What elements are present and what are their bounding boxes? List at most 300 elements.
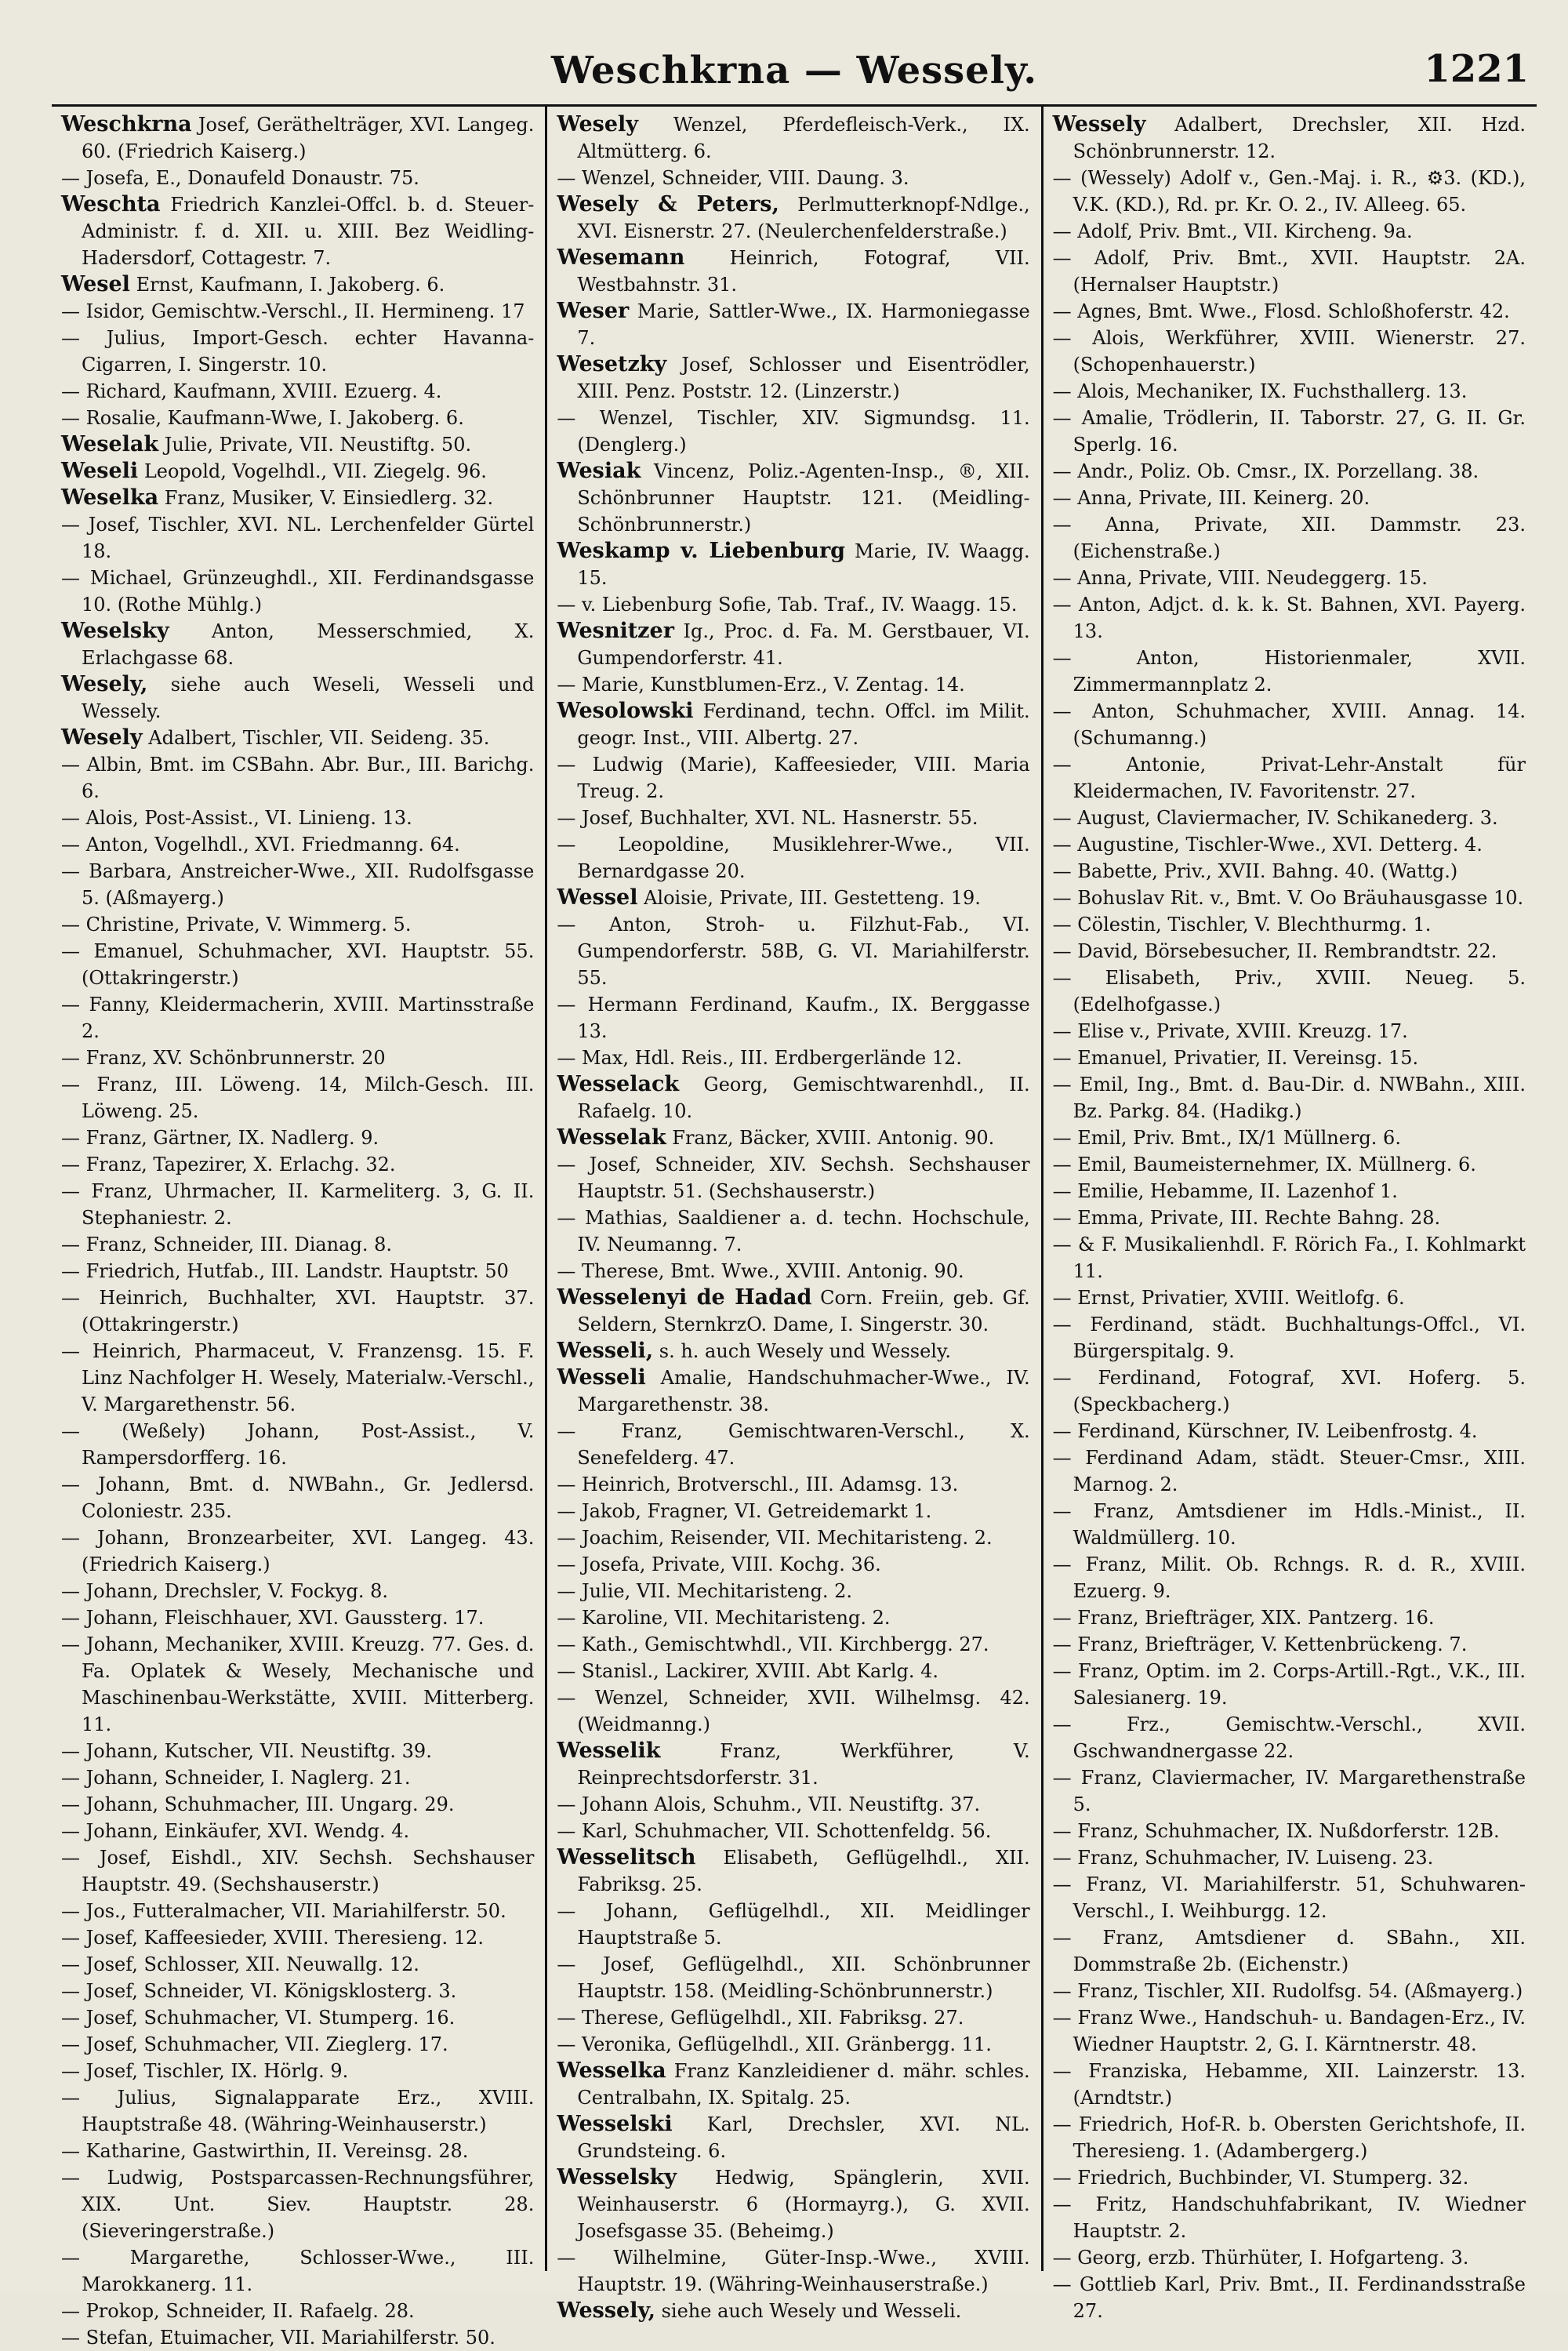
directory-entry [557,1151,1029,1205]
entry-text: — Agnes, Bmt. Wwe., Flosd. Schloßhoferstr. 42. [1052,300,1510,322]
directory-entry [61,271,534,298]
entry-text: Corn. Freiin, geb. Gf. Seldern, SternkrzO. Dame, I. Singerstr. 30. [577,1287,1030,1335]
entry-text: — Alois, Post-Assist., VI. Linieng. 13. [61,807,412,829]
page-number: 1221 [1424,47,1529,91]
directory-entry [1053,1045,1526,1071]
entry-text: Leopold, Vogelhdl., VII. Ziegelg. 96. [138,460,487,482]
directory-entry [557,991,1029,1045]
directory-entry [557,1258,1029,1285]
entry-text: — Johann, Schuhmacher, III. Ungarg. 29. [61,1793,455,1815]
entry-surname: Weselsky [61,619,169,643]
directory-entry [61,1898,534,1924]
directory-entry [1053,805,1526,831]
entry-text: — Josef, Buchhalter, XVI. NL. Hasnerstr. 55. [557,807,978,829]
entry-text: — Wenzel, Schneider, VIII. Daung. 3. [557,167,909,189]
entry-text: Ernst, Kaufmann, I. Jakoberg. 6. [129,274,445,296]
entry-text: — Friedrich, Buchbinder, VI. Stumperg. 32. [1052,2167,1469,2189]
directory-entry [557,1951,1029,2004]
directory-entry [557,1604,1029,1631]
directory-entry [557,805,1029,831]
entry-text: — Ferdinand, Kürschner, IV. Leibenfrostg. 4. [1052,1420,1478,1442]
entry-text: — Johann, Schneider, I. Naglerg. 21. [61,1767,411,1789]
directory-entry [61,165,534,191]
entry-text: Wenzel, Pferdefleisch-Verk., IX. Altmütterg. 6. [577,114,1030,162]
directory-entry [61,1791,534,1818]
directory-entry [1053,2164,1526,2191]
directory-entry [557,591,1029,618]
entry-surname: Wesseli [557,1365,646,1390]
entry-text: Anton, Messerschmied, X. Erlachgasse 68. [82,620,535,669]
entry-text: — v. Liebenburg Sofie, Tab. Traf., IV. Waagg. 15. [557,594,1018,616]
directory-entry [61,618,534,671]
directory-entry [1053,1125,1526,1151]
entry-text: — Babette, Priv., XVII. Bahng. 40. (Wattg.) [1052,860,1458,882]
directory-entry [61,751,534,805]
directory-entry [557,671,1029,698]
directory-entry [557,1578,1029,1604]
directory-entry [557,885,1029,911]
directory-entry [61,2058,534,2084]
entry-text: Vincenz, Poliz.-Agenten-Insp., ®, XII. Schönbrunner Hauptstr. 121. (Meidling-Schönbrunnerstr.) [577,460,1030,536]
entry-text: — Therese, Bmt. Wwe., XVIII. Antonig. 90. [557,1260,964,1282]
entry-text: — Elise v., Private, XVIII. Kreuzg. 17. [1052,1020,1408,1042]
directory-entry [1053,1231,1526,1285]
directory-entry [557,1125,1029,1151]
entry-text: — Johann, Bronzearbeiter, XVI. Langeg. 43. (Friedrich Kaiserg.) [61,1527,535,1575]
entry-text: — Franz, Optim. im 2. Corps-Artill.-Rgt., V.K., III. Salesianerg. 19. [1052,1660,1526,1709]
entry-surname: Wesiak [557,459,641,483]
entry-text: — Alois, Werkführer, XVIII. Wienerstr. 27. (Schopenhauerstr.) [1052,327,1526,376]
entry-text: — Friedrich, Hutfab., III. Landstr. Hauptstr. 50 [61,1260,509,1282]
entry-text: — Johann, Drechsler, V. Fockyg. 8. [61,1580,388,1602]
entry-text: — Heinrich, Brotverschl., III. Adamsg. 13. [557,1473,959,1495]
entry-text: — Franz, Amtsdiener d. SBahn., XII. Dommstraße 2b. (Eichenstr.) [1052,1927,1526,1975]
directory-entry [1053,1764,1526,1818]
entry-text: — Josefa, E., Donaufeld Donaustr. 75. [61,167,419,189]
directory-entry [61,1285,534,1338]
directory-entry [1053,751,1526,805]
entry-surname: Wesemann [557,245,685,270]
directory-entry [1053,938,1526,965]
directory-entry [557,698,1029,751]
entry-text: — Heinrich, Pharmaceut, V. Franzensg. 15. F. Linz Nachfolger H. Wesely, Materialw.-Verschl., V. Margarethenstr. 56. [61,1340,535,1415]
entry-surname: Wesselak [557,1125,666,1150]
entry-text: — Adolf, Priv. Bmt., VII. Kircheng. 9a. [1052,220,1413,242]
entry-text: — Josef, Tischler, XVI. NL. Lerchenfelder Gürtel 18. [61,514,535,562]
directory-entry [557,1524,1029,1551]
directory-entry [61,298,534,325]
entry-surname: Wesetzky [557,352,667,376]
entry-text: — Johann Alois, Schuhm., VII. Neustiftg. 37. [557,1793,981,1815]
entry-text: — Anna, Private, III. Keinerg. 20. [1052,487,1370,509]
directory-entry [61,378,534,405]
entry-text: — Michael, Grünzeughdl., XII. Ferdinandsgasse 10. (Rothe Mühlg.) [61,567,535,616]
entry-text: Elisabeth, Geflügelhdl., XII. Fabriksg. 25. [577,1847,1030,1895]
directory-entry [1053,1018,1526,1045]
entry-text: — Anton, Historienmaler, XVII. Zimmermannplatz 2. [1052,647,1526,696]
directory-entry [61,805,534,831]
entry-text: — Franz Wwe., Handschuh- u. Bandagen-Erz., IV. Wiedner Hauptstr. 2, G. I. Kärntnerstr. 48. [1052,2007,1526,2055]
entry-text: — Emil, Baumeisternehmer, IX. Müllnerg. 6. [1052,1154,1476,1176]
entry-text: — Emma, Private, III. Rechte Bahng. 28. [1052,1207,1441,1229]
directory-entry [1053,2111,1526,2164]
entry-text: — Andr., Poliz. Ob. Cmsr., IX. Porzellang. 38. [1052,460,1479,482]
directory-entry [1053,2004,1526,2058]
directory-entry [61,1045,534,1071]
entry-text: Ferdinand, techn. Offcl. im Milit. geogr. Inst., VIII. Albertg. 27. [577,700,1030,749]
directory-entry [557,1285,1029,1338]
entry-text: — Wilhelmine, Güter-Insp.-Wwe., XVIII. Hauptstr. 19. (Währing-Weinhauserstraße.) [557,2247,1030,2295]
entry-surname: Wesselitsch [557,1845,696,1870]
directory-entry [1053,298,1526,325]
directory-entry [557,1364,1029,1418]
entry-text: — Fritz, Handschuhfabrikant, IV. Wiedner Hauptstr. 2. [1052,2193,1526,2242]
directory-entry [1053,1871,1526,1924]
directory-entry [61,858,534,911]
entry-surname: Wesolowski [557,699,694,723]
entry-text: — Josefa, Private, VIII. Kochg. 36. [557,1553,881,1575]
entry-text: — Anton, Stroh- u. Filzhut-Fab., VI. Gumpendorferstr. 58B, G. VI. Mariahilferstr. 55. [557,914,1030,989]
entry-text: — Wenzel, Tischler, XIV. Sigmundsg. 11. (Denglerg.) [557,407,1030,456]
entry-text: — Josef, Schneider, XIV. Sechsh. Sechshauser Hauptstr. 51. (Sechshauserstr.) [557,1154,1030,1202]
entry-text: Adalbert, Drechsler, XII. Hzd. Schönbrunnerstr. 12. [1073,114,1526,162]
directory-entry [557,2031,1029,2058]
directory-entry [61,671,534,725]
entry-text: Franz, Musiker, V. Einsiedlerg. 32. [158,487,494,509]
entry-text: Karl, Drechsler, XVI. NL. Grundsteing. 6. [577,2113,1030,2162]
directory-entry [61,458,534,485]
entry-text: — Stefan, Etuimacher, VII. Mariahilferstr. 50. [61,2327,495,2349]
entry-surname: Wesely, [61,672,148,696]
entry-text: — Julius, Signalapparate Erz., XVIII. Hauptstraße 48. (Währing-Weinhauserstr.) [61,2087,535,2135]
entry-surname: Wesely [557,112,638,136]
entry-text: — Christine, Private, V. Wimmerg. 5. [61,914,412,936]
directory-entry [1053,698,1526,751]
entry-surname: Wesel [61,272,130,296]
entry-text: — Ferdinand, städt. Buchhaltungs-Offcl., VI. Bürgerspitalg. 9. [1052,1314,1526,1362]
directory-entry [61,1738,534,1764]
entry-text: — Franz, Tapezirer, X. Erlachg. 32. [61,1154,396,1176]
directory-entry [557,618,1029,671]
entry-surname: Wesely [61,725,143,750]
entry-surname: Wesselack [557,1072,680,1096]
entry-text: Ig., Proc. d. Fa. M. Gerstbauer, VI. Gumpendorferstr. 41. [577,620,1030,669]
entry-text: Friedrich Kanzlei-Offcl. b. d. Steuer-Administr. f. d. XII. u. XIII. Bez Weidling-Hadersdorf, Cottagestr. 7. [82,194,535,269]
directory-entry [1053,1818,1526,1844]
directory-entry [61,431,534,458]
entry-text: — Jakob, Fragner, VI. Getreidemarkt 1. [557,1500,932,1522]
entry-text: — Frz., Gemischtw.-Verschl., XVII. Gschwandnergasse 22. [1052,1713,1526,1762]
entry-text: — Barbara, Anstreicher-Wwe., XII. Rudolfsgasse 5. (Aßmayerg.) [61,860,535,909]
directory-entry [1053,1658,1526,1711]
entry-surname: Weser [557,299,630,323]
entry-text: Georg, Gemischtwarenhdl., II. Rafaelg. 10. [577,1074,1030,1122]
directory-entry [557,1551,1029,1578]
entry-surname: Wessel [557,885,638,910]
entry-text: — Josef, Kaffeesieder, XVIII. Theresieng. 12. [61,1927,484,1949]
directory-entry [61,1844,534,1898]
entry-surname: Weschkrna [61,112,192,136]
entry-text: — Anna, Private, VIII. Neudeggerg. 15. [1052,567,1428,589]
directory-entry [61,1924,534,1951]
directory-entry [1053,1418,1526,1444]
directory-entry [61,1338,534,1418]
entry-surname: Wesselsky [557,2165,677,2189]
directory-entry [61,485,534,511]
entry-text: — Prokop, Schneider, II. Rafaelg. 28. [61,2300,415,2322]
entry-text: Amalie, Handschuhmacher-Wwe., IV. Margarethenstr. 38. [577,1367,1030,1415]
entry-text: Franz Kanzleidiener d. mähr. schles. Centralbahn, IX. Spitalg. 25. [577,2060,1030,2109]
entry-text: — Julius, Import-Gesch. echter Havanna-Cigarren, I. Singerstr. 10. [61,327,535,376]
entry-text: — Franz, Briefträger, XIX. Pantzerg. 16. [1052,1607,1435,1629]
directory-entry [557,111,1029,165]
entry-text: — Rosalie, Kaufmann-Wwe, I. Jakoberg. 6. [61,407,464,429]
directory-entry [61,938,534,991]
entry-text: — Franz, XV. Schönbrunnerstr. 20 [61,1047,386,1069]
entry-text: — Antonie, Privat-Lehr-Anstalt für Kleidermachen, IV. Favoritenstr. 27. [1052,754,1526,802]
entry-text: — Emil, Ing., Bmt. d. Bau-Dir. d. NWBahn., XIII. Bz. Parkg. 84. (Hadikg.) [1052,1074,1526,1122]
directory-entry [557,191,1029,245]
directory-entry [61,1258,534,1285]
entry-text: — Josef, Geflügelhdl., XII. Schönbrunner Hauptstr. 158. (Meidling-Schönbrunnerstr.) [557,1953,1030,2002]
entry-text: — Josef, Schneider, VI. Königsklosterg. 3. [61,1980,457,2002]
entry-text: — Adolf, Priv. Bmt., XVII. Hauptstr. 2A. (Hernalser Hauptstr.) [1052,247,1526,296]
directory-entry [61,2298,534,2324]
entry-text: — Emilie, Hebamme, II. Lazenhof 1. [1052,1180,1398,1202]
entry-text: — Karoline, VII. Mechitaristeng. 2. [557,1607,891,1629]
directory-entry [61,2004,534,2031]
column-middle [545,107,1040,2323]
entry-text: — Ferdinand, Fotograf, XVI. Hoferg. 5. (Speckbacherg.) [1052,1367,1526,1415]
directory-entry [61,1631,534,1738]
entry-text: — Franz, Gärtner, IX. Nadlerg. 9. [61,1127,379,1149]
directory-entry [1053,1311,1526,1364]
directory-entry [1053,911,1526,938]
entry-text: — Friedrich, Hof-R. b. Obersten Gerichtshofe, II. Theresieng. 1. (Adambergerg.) [1052,2113,1526,2162]
directory-entry [557,1684,1029,1738]
entry-text: — Leopoldine, Musiklehrer-Wwe., VII. Bernardgasse 20. [557,834,1030,882]
directory-entry [557,405,1029,458]
directory-entry [61,2324,534,2351]
directory-entry [557,1791,1029,1818]
entry-text: — Mathias, Saaldiener a. d. techn. Hochschule, IV. Neumanng. 7. [557,1207,1030,1255]
entry-text: — Augustine, Tischler-Wwe., XVI. Detterg. 4. [1052,834,1483,856]
entry-text: — Ludwig, Postsparcassen-Rechnungsführer, XIX. Unt. Siev. Hauptstr. 28. (Sieveringerstraße.) [61,2167,535,2242]
directory-entry [557,2004,1029,2031]
directory-entry [61,1125,534,1151]
directory-entry [557,538,1029,591]
entry-text: — Franz, Milit. Ob. Rchngs. R. d. R., XVIII. Ezuerg. 9. [1052,1553,1526,1602]
entry-text: — Franziska, Hebamme, XII. Lainzerstr. 13. (Arndtstr.) [1052,2060,1526,2109]
directory-entry [61,511,534,565]
entry-text: — August, Claviermacher, IV. Schikanederg. 3. [1052,807,1498,829]
entry-text: — Richard, Kaufmann, XVIII. Ezuerg. 4. [61,380,442,402]
entry-text: — Anton, Vogelhdl., XVI. Friedmanng. 64. [61,834,460,856]
entry-surname: Weselak [61,432,159,456]
directory-entry [61,2164,534,2244]
entry-text: — Johann, Geflügelhdl., XII. Meidlinger Hauptstraße 5. [557,1900,1030,1949]
directory-entry [1053,111,1526,165]
page-title: Weschkrna — Wessely. [550,49,1038,93]
column-left [52,107,545,2349]
directory-entry [1053,1444,1526,1498]
directory-entry [557,1818,1029,1844]
directory-entry [557,1658,1029,1684]
entry-text: — (Weßely) Johann, Post-Assist., V. Rampersdorfferg. 16. [61,1420,535,1469]
entry-text: — Johann, Fleischhauer, XVI. Gaussterg. 17. [61,1607,485,1629]
entry-surname: Wessely [1052,112,1146,136]
column-right [1041,107,1537,2322]
entry-text: — Emanuel, Schuhmacher, XVI. Hauptstr. 55. (Ottakringerstr.) [61,940,535,989]
entry-text: Hedwig, Spänglerin, XVII. Weinhauserstr. 6 (Hormayrg.), G. XVII. Josefsgasse 35. (Beheimg.) [577,2167,1030,2242]
entry-text: siehe auch Wesely und Wesseli. [655,2300,962,2322]
directory-entry [1053,1711,1526,1764]
directory-entry [1053,458,1526,485]
entry-text: — Alois, Mechaniker, IX. Fuchsthallerg. 13. [1052,380,1468,402]
entry-text: — Ludwig (Marie), Kaffeesieder, VIII. Maria Treug. 2. [557,754,1030,802]
directory-entry [557,165,1029,191]
directory-entry [1053,511,1526,565]
directory-entry [1053,591,1526,645]
directory-entry [557,2164,1029,2244]
directory-entry [557,1205,1029,1258]
directory-entry [61,1418,534,1471]
directory-entry [1053,405,1526,458]
entry-surname: Weseli [61,459,139,483]
entry-text: Heinrich, Fotograf, VII. Westbahnstr. 31. [577,247,1030,296]
directory-entry [61,1764,534,1791]
entry-text: — Therese, Geflügelhdl., XII. Fabriksg. 27. [557,2007,964,2029]
entry-surname: Weschta [61,192,161,216]
entry-text: Marie, IV. Waagg. 15. [577,540,1030,589]
entry-text: Aloisie, Private, III. Gestetteng. 19. [637,887,981,909]
directory-entry [61,1951,534,1978]
directory-entry [1053,965,1526,1018]
directory-entry [1053,2271,1526,2324]
entry-surname: Weselka [61,485,159,510]
directory-entry [1053,165,1526,218]
directory-entry [1053,1498,1526,1551]
directory-entry [61,2084,534,2138]
directory-entry [61,911,534,938]
entry-text: — Anton, Adjct. d. k. k. St. Bahnen, XVI. Payerg. 13. [1052,594,1526,642]
entry-text: — Katharine, Gastwirthin, II. Vereinsg. 28. [61,2140,469,2162]
entry-text: — Johann, Mechaniker, XVIII. Kreuzg. 77. Ges. d. Fa. Oplatek & Wesely, Mechanische und Maschinenbau-Werkstätte, XVIII. Mitterberg. 11. [61,1633,535,1735]
directory-entry [1053,1071,1526,1125]
directory-entry [1053,1604,1526,1631]
entry-text: — Franz, Briefträger, V. Kettenbrückeng. 7. [1052,1633,1468,1655]
directory-entry [1053,2191,1526,2244]
directory-entry [557,1898,1029,1951]
entry-text: — Cölestin, Tischler, V. Blechthurmg. 1. [1052,914,1432,936]
directory-entry [1053,1844,1526,1871]
directory-entry [557,1338,1029,1364]
entry-surname: Wesseli, [557,1339,654,1363]
directory-entry [557,245,1029,298]
entry-surname: Wesely & Peters, [557,192,779,216]
directory-entry [1053,1178,1526,1205]
directory-entry [61,1071,534,1125]
entry-surname: Wesselenyi de Hadad [557,1285,812,1310]
directory-entry [557,458,1029,538]
entry-text: — Johann, Kutscher, VII. Neustiftg. 39. [61,1740,432,1762]
directory-entry [557,1498,1029,1524]
directory-entry [557,751,1029,805]
directory-entry [1053,245,1526,298]
directory-entry [61,1524,534,1578]
entry-text: — Josef, Schuhmacher, VI. Stumperg. 16. [61,2007,456,2029]
entry-text: — Margarethe, Schlosser-Wwe., III. Marokkanerg. 11. [61,2247,535,2295]
directory-entry [557,2058,1029,2111]
directory-entry [1053,2058,1526,2111]
entry-text: — Franz, Claviermacher, IV. Margarethenstraße 5. [1052,1767,1526,1815]
directory-entry [61,991,534,1045]
entry-text: — David, Börsebesucher, II. Rembrandtstr. 22. [1052,940,1497,962]
directory-entry [557,2111,1029,2164]
entry-text: — Julie, VII. Mechitaristeng. 2. [557,1580,852,1602]
entry-surname: Wesselka [557,2058,666,2083]
directory-entry [61,565,534,618]
entry-text: s. h. auch Wesely und Wessely. [653,1340,951,1362]
entry-surname: Wessely, [557,2298,655,2323]
entry-text: Josef, Schlosser und Eisentrödler, XIII. Penz. Poststr. 12. (Linzerstr.) [577,354,1030,402]
directory-entry [1053,885,1526,911]
entry-text: — Emil, Priv. Bmt., IX/1 Müllnerg. 6. [1052,1127,1401,1149]
directory-entry [1053,565,1526,591]
entry-text: — Franz, Schneider, III. Dianag. 8. [61,1234,392,1255]
entry-text: — Josef, Tischler, IX. Hörlg. 9. [61,2060,349,2082]
directory-entry [557,351,1029,405]
entry-text: — Max, Hdl. Reis., III. Erdbergerlände 12. [557,1047,962,1069]
directory-entry [557,911,1029,991]
entry-text: — Josef, Eishdl., XIV. Sechsh. Sechshauser Hauptstr. 49. (Sechshauserstr.) [61,1847,535,1895]
entry-text: — Ferdinand Adam, städt. Steuer-Cmsr., XIII. Marnog. 2. [1052,1447,1526,1495]
entry-surname: Wesselski [557,2112,673,2136]
entry-text: — Emanuel, Privatier, II. Vereinsg. 15. [1052,1047,1419,1069]
directory-entry [557,1045,1029,1071]
entry-text: — Josef, Schuhmacher, VII. Zieglerg. 17. [61,2033,448,2055]
directory-entry [1053,1364,1526,1418]
directory-entry [1053,645,1526,698]
directory-entry [61,725,534,751]
directory-entry [61,1231,534,1258]
entry-text: Franz, Bäcker, XVIII. Antonig. 90. [666,1127,995,1149]
entry-text: — Anna, Private, XII. Dammstr. 23. (Eichenstraße.) [1052,514,1526,562]
directory-entry [557,1471,1029,1498]
directory-entry [557,1418,1029,1471]
directory-entry [1053,1205,1526,1231]
directory-entry [557,1844,1029,1898]
entry-text: — Heinrich, Buchhalter, XVI. Hauptstr. 37. (Ottakringerstr.) [61,1287,535,1335]
entry-text: siehe auch Weseli, Wesseli und Wessely. [82,674,535,722]
directory-entry [61,831,534,858]
entry-text: — Amalie, Trödlerin, II. Taborstr. 27, G. II. Gr. Sperlg. 16. [1052,407,1526,456]
directory-entry [1053,1285,1526,1311]
directory-entry [61,405,534,431]
directory-entry [61,1471,534,1524]
directory-entry [1053,1151,1526,1178]
entry-text: — Hermann Ferdinand, Kaufm., IX. Berggasse 13. [557,994,1030,1042]
columns [52,107,1537,2349]
directory-entry [61,111,534,165]
directory-entry [61,1578,534,1604]
entry-text: Marie, Sattler-Wwe., IX. Harmoniegasse 7. [577,300,1030,349]
directory-entry [61,191,534,271]
directory-entry [61,1818,534,1844]
entry-text: — Marie, Kunstblumen-Erz., V. Zentag. 14. [557,674,965,696]
directory-entry [557,1071,1029,1125]
directory-entry [1053,831,1526,858]
